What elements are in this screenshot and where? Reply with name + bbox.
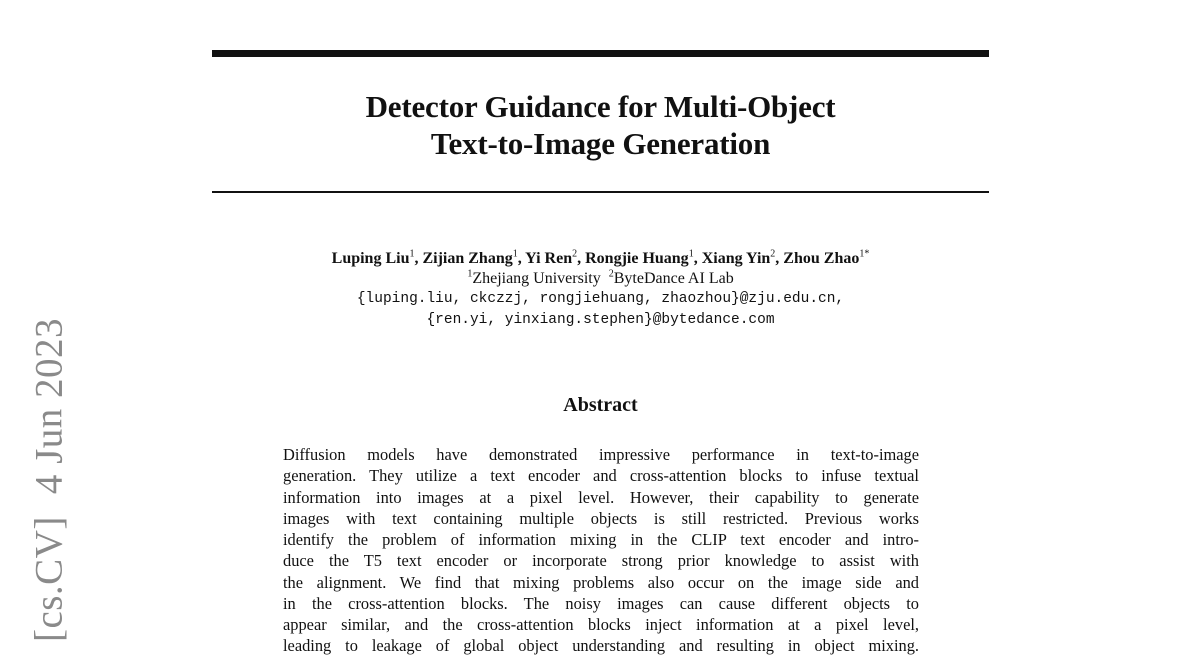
affiliation-name: Zhejiang University xyxy=(472,270,601,287)
affiliation-name: ByteDance AI Lab xyxy=(613,270,734,287)
author-affil-mark: 2 xyxy=(572,248,578,260)
abstract-line: images with text containing multiple objects is still restricted. Previous works xyxy=(283,508,919,528)
affil-mark: 2 xyxy=(608,268,614,280)
author-name: Xiang Yin xyxy=(701,250,771,267)
abstract-heading: Abstract xyxy=(563,394,638,416)
author-affil-mark: 2 xyxy=(770,248,776,260)
abstract-line: duce the T5 text encoder or incorporate strong prior knowledge to assist with xyxy=(283,551,919,571)
author-name: Zijian Zhang xyxy=(422,250,513,267)
abstract-line: identify the problem of information mixing in the CLIP text encoder and intro- xyxy=(283,530,919,549)
title-top-rule xyxy=(212,50,989,57)
author-name: Zhou Zhao xyxy=(783,250,860,267)
arxiv-category: [cs.CV] xyxy=(27,516,71,643)
email-line: {luping.liu, ckczzj, rongjiehuang, zhaozhou}@zju.edu.cn, xyxy=(356,291,845,307)
author-block xyxy=(212,248,989,331)
author-name: Luping Liu xyxy=(331,250,410,267)
author-affil-mark: 1 xyxy=(512,248,518,260)
abstract-line: in the cross-attention blocks. The noisy images can cause different objects to xyxy=(283,593,919,613)
abstract-line: appear similar, and the cross-attention blocks inject information at a pixel level, xyxy=(283,615,919,634)
affil-mark: 1 xyxy=(467,268,473,280)
title-line-1: Detector Guidance for Multi-Object xyxy=(365,89,836,124)
email-line: {ren.yi, yinxiang.stephen}@bytedance.com xyxy=(426,312,775,328)
author-affil-mark: 1 xyxy=(688,248,694,260)
title-line-2: Text-to-Image Generation xyxy=(430,126,771,161)
author-name: Rongjie Huang xyxy=(585,250,689,267)
affiliation-list xyxy=(212,269,989,289)
abstract-line: the alignment. We find that mixing problems also occur on the image side and xyxy=(283,572,919,592)
abstract-line: generation. They utilize a text encoder and cross-attention blocks to infuse textual xyxy=(283,466,919,486)
author-list: Luping Liu$^1$, Zijian Zhang$^1$, Yi Ren$^2$, Rongjie Huang$^1$, Xiang Yin$^2$, Zhou Zhao$^{1*}$ xyxy=(331,248,870,267)
abstract-line: leading to leakage of global object understanding and resulting in object mixing. xyxy=(283,636,919,656)
abstract-body xyxy=(283,444,919,657)
arxiv-date: 4 Jun 2023 xyxy=(27,317,71,495)
paper-title xyxy=(212,88,989,162)
author-affil-mark: 1 xyxy=(409,248,415,260)
arxiv-stamp xyxy=(27,318,72,642)
abstract-line: information into images at a pixel level. However, their capability to generate xyxy=(283,487,919,507)
abstract-line: Diffusion models have demonstrated impressive performance in text-to-image xyxy=(283,445,919,464)
author-affil-mark: 1* xyxy=(859,248,870,260)
title-bottom-rule xyxy=(212,191,989,193)
author-name: Yi Ren xyxy=(525,250,573,267)
